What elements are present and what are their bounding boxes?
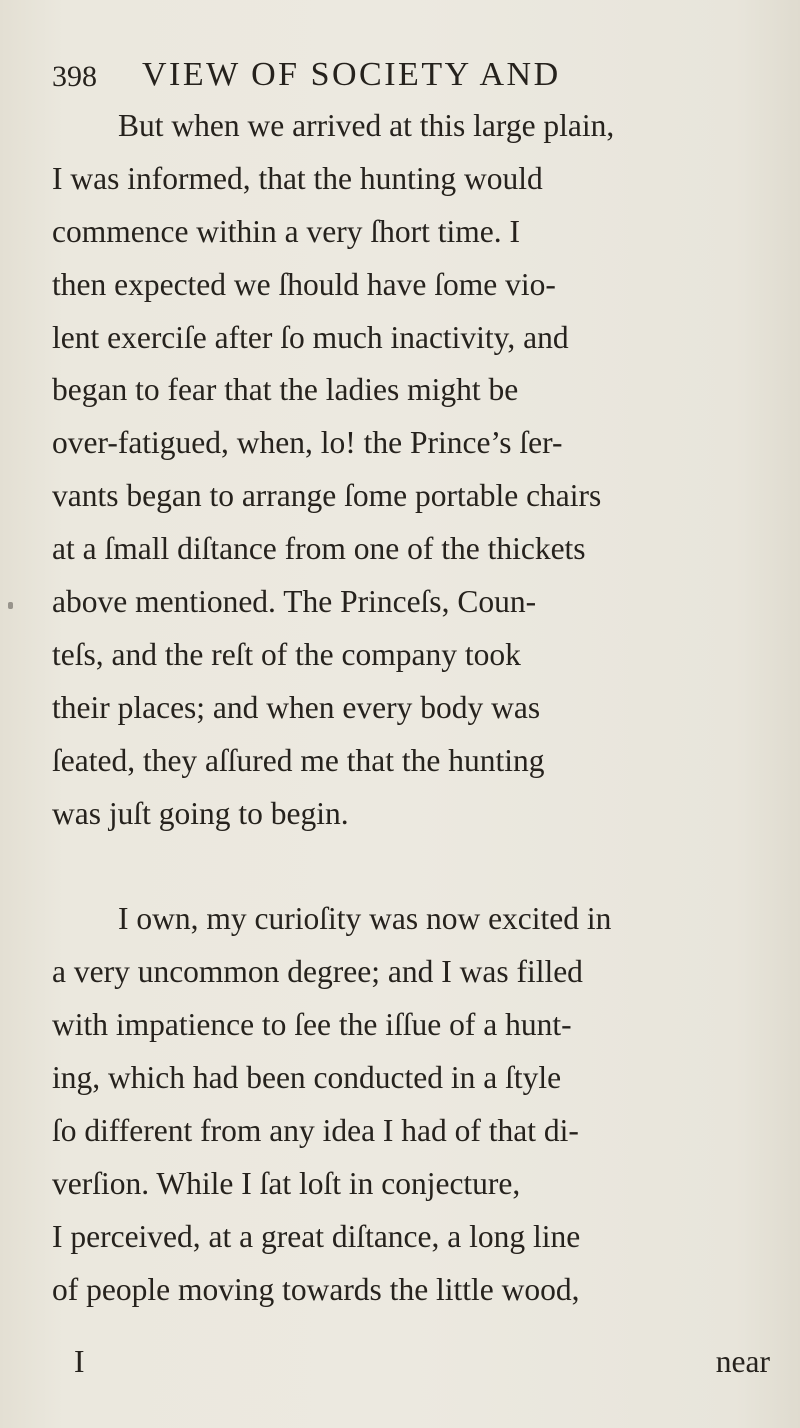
text-line: I own, my curioſity was now excited in	[118, 901, 612, 937]
page-header	[52, 56, 752, 106]
text-line: was juſt going to begin.	[52, 795, 349, 831]
text-line: ſeated, they aſſured me that the hunting	[52, 742, 545, 778]
paragraph-1	[52, 100, 772, 840]
text-line: their places; and when every body was	[52, 689, 541, 725]
running-head: VIEW OF SOCIETY AND	[142, 56, 561, 93]
text-line: began to fear that the ladies might be	[52, 372, 519, 408]
text-line: I perceived, at a great diſtance, a long line	[52, 1218, 581, 1254]
body-text	[52, 100, 772, 1316]
page-number: 398	[52, 60, 97, 93]
catchword: near	[715, 1344, 770, 1379]
text-line: commence within a very ſhort time. I	[52, 213, 520, 249]
paragraph-2	[52, 893, 772, 1316]
text-line: with impatience to ſee the iſſue of a hunt-	[52, 1007, 572, 1043]
text-line: But when we arrived at this large plain,	[118, 108, 615, 143]
text-line: I was informed, that the hunting would	[52, 160, 543, 196]
text-line: ing, which had been conducted in a ſtyle	[52, 1060, 562, 1096]
ink-speck	[8, 602, 13, 609]
text-line: above mentioned. The Princeſs, Coun-	[52, 584, 537, 620]
paragraph-gap	[52, 840, 772, 893]
signature-mark: I	[74, 1344, 85, 1379]
text-line: teſs, and the reſt of the company took	[52, 636, 521, 672]
page-footer	[52, 1335, 770, 1389]
text-line: at a ſmall diſtance from one of the thickets	[52, 531, 586, 567]
text-line: lent exerciſe after ſo much inactivity, and	[52, 319, 569, 355]
text-line: of people moving towards the little wood,	[52, 1271, 580, 1307]
text-line: ſo different from any idea I had of that di-	[52, 1112, 579, 1148]
text-line: then expected we ſhould have ſome vio-	[52, 266, 556, 302]
text-line: vants began to arrange ſome portable chairs	[52, 478, 602, 514]
text-line: over-fatigued, when, lo! the Prince’s ſer-	[52, 425, 563, 461]
text-line: verſion. While I ſat loſt in conjecture,	[52, 1165, 521, 1201]
text-line: a very uncommon degree; and I was filled	[52, 954, 583, 990]
